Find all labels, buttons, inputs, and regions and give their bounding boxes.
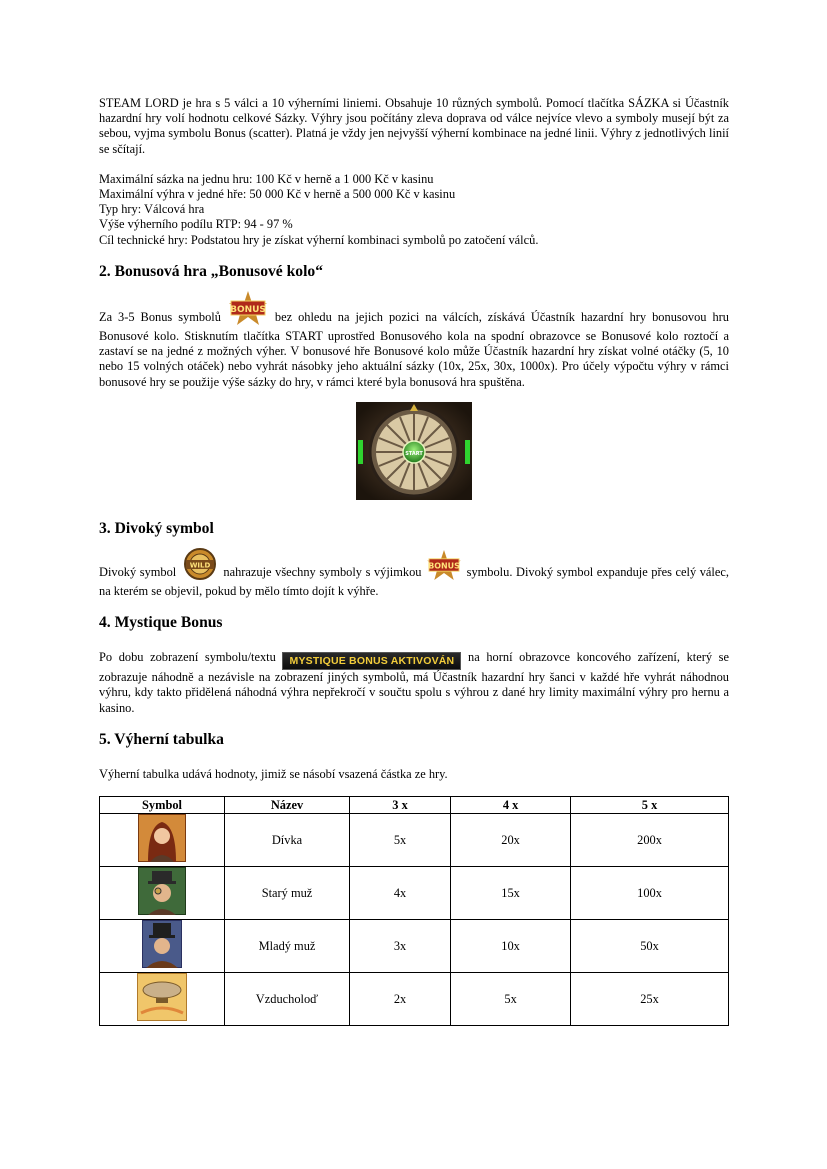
col-name: Název: [225, 797, 350, 814]
payout-3x: 4x: [350, 867, 451, 920]
payout-4x: 15x: [451, 867, 571, 920]
col-3x: 3 x: [350, 797, 451, 814]
table-row: [100, 973, 729, 1026]
col-5x: 5 x: [571, 797, 729, 814]
spec-game-type: Typ hry: Válcová hra: [99, 202, 205, 217]
payout-5x: 50x: [571, 920, 729, 973]
symbol-name: Starý muž: [225, 867, 350, 920]
payout-4x: 5x: [451, 973, 571, 1026]
table-row: [100, 867, 729, 920]
paytable-header-row: [100, 797, 729, 814]
bonus-wheel-graphic: [356, 402, 472, 500]
symbol-cell: [100, 867, 225, 920]
symbol-name: Mladý muž: [225, 920, 350, 973]
young-man-symbol-icon: [142, 920, 182, 968]
symbol-cell: [100, 814, 225, 867]
symbol-name: Dívka: [225, 814, 350, 867]
col-symbol: Symbol: [100, 797, 225, 814]
payout-4x: 10x: [451, 920, 571, 973]
mystique-banner: MYSTIQUE BONUS AKTIVOVÁN: [282, 652, 461, 670]
payout-5x: 25x: [571, 973, 729, 1026]
airship-symbol-icon: [137, 973, 187, 1021]
symbol-name: Vzducholoď: [225, 973, 350, 1026]
wild-heading: 3. Divoký symbol: [99, 519, 214, 537]
specs-list: [99, 172, 729, 248]
wild-text-1: Divoký symbol: [99, 564, 177, 579]
girl-symbol-icon: [138, 814, 186, 862]
payout-3x: 5x: [350, 814, 451, 867]
svg-text:BONUS: BONUS: [428, 561, 460, 571]
bonus-text-end: bez ohledu na jejich pozici na válcích, získává Účastník hazardní hry bonusovou hru Bonusové kolo. Stisknutím tlačítka START uprostřed Bonusového kola na spodní obrazovce se Bonusové kolo roztočí a zastaví se na jedné z možných výher. V bonusové hře Bonusové kolo může Účastník hazardní hry získat volné otáčky (5, 10 nebo 15 volných otáček) nebo vyhrát násobky jeho aktuální sázky (10x, 25x, 30x, 1000x). Pro účely výpočtu výhry v rámci bonusové hry se použije výše sázky do hry, v rámci které byla bonusová hra spuštěna.: [99, 309, 730, 389]
symbol-cell: [100, 973, 225, 1026]
payout-3x: 2x: [350, 973, 451, 1026]
svg-text:WILD: WILD: [189, 561, 211, 570]
table-row: [100, 920, 729, 973]
bonus-symbol-icon: [229, 291, 267, 329]
old-man-symbol-icon: [138, 867, 186, 915]
spec-max-bet: Maximální sázka na jednu hru: 100 Kč v herně a 1 000 Kč v kasinu: [99, 171, 434, 186]
bonus-paragraph: [99, 291, 729, 390]
payout-4x: 20x: [451, 814, 571, 867]
wild-text-2: nahrazuje všechny symboly s výjimkou: [223, 564, 422, 579]
intro-paragraph: STEAM LORD je hra s 5 válci a 10 výherními liniemi. Obsahuje 10 různých symbolů. Pomocí tlačítka SÁZKA si Účastník hazardní hry volí hodnotu celkové Sázky. Výhry jsou počítány zleva doprava od válce nejvíce vlevo a symboly musejí být za sebou, vyjma symbolu Bonus (scatter). Platná je vždy jen nejvyšší výherní kombinace na jedné linii. Výhry z jednotlivých linií se sčítají.: [99, 96, 729, 156]
paytable-intro: Výherní tabulka udává hodnoty, jimiž se násobí vsazená částka ze hry.: [99, 766, 448, 781]
bonus-wheel-image: [99, 402, 729, 505]
wild-paragraph: [99, 548, 729, 599]
spec-max-win: Maximální výhra v jedné hře: 50 000 Kč v herně a 500 000 Kč v kasinu: [99, 187, 456, 202]
document-page: [99, 96, 729, 1026]
col-4x: 4 x: [451, 797, 571, 814]
svg-text:BONUS: BONUS: [229, 304, 266, 315]
payout-5x: 200x: [571, 814, 729, 867]
spec-rtp: Výše výherního podílu RTP: 94 - 97 %: [99, 217, 293, 232]
spec-goal: Cíl technické hry: Podstatou hry je získat výherní kombinaci symbolů po zatočení válců.: [99, 232, 539, 247]
mystique-text-after: na horní obrazovce koncového zařízení, který se zobrazuje náhodně a nezávisle na zobrazení jiných symbolů, má Účastník hazardní hry šanci v každé hře vyhrát náhodnou výhru, kdy takto přidělená náhodná výhra nepřekročí v součtu spolu s výhrou z dané hry limity maximální výhry pro hernu a kasino.: [99, 650, 729, 715]
payout-5x: 100x: [571, 867, 729, 920]
symbol-cell: [100, 920, 225, 973]
paytable: [99, 796, 729, 1026]
bonus-symbol-icon-2: [427, 550, 461, 584]
wild-symbol-icon: [182, 548, 218, 584]
svg-text:START: START: [405, 450, 423, 457]
wild-text-3: symbolu. Divoký symbol expanduje přes celý válec, na kterém se objevil, pokud by mělo tímto dojít k výhře.: [99, 564, 729, 599]
mystique-text-before: Po dobu zobrazení symbolu/textu: [99, 650, 276, 665]
payout-3x: 3x: [350, 920, 451, 973]
mystique-heading: 4. Mystique Bonus: [99, 614, 223, 632]
table-row: [100, 814, 729, 867]
paytable-heading: 5. Výherní tabulka: [99, 730, 224, 748]
bonus-text-start: Za 3-5 Bonus symbolů: [99, 309, 221, 324]
bonus-heading: 2. Bonusová hra „Bonusové kolo“: [99, 262, 324, 280]
mystique-paragraph: [99, 650, 729, 716]
